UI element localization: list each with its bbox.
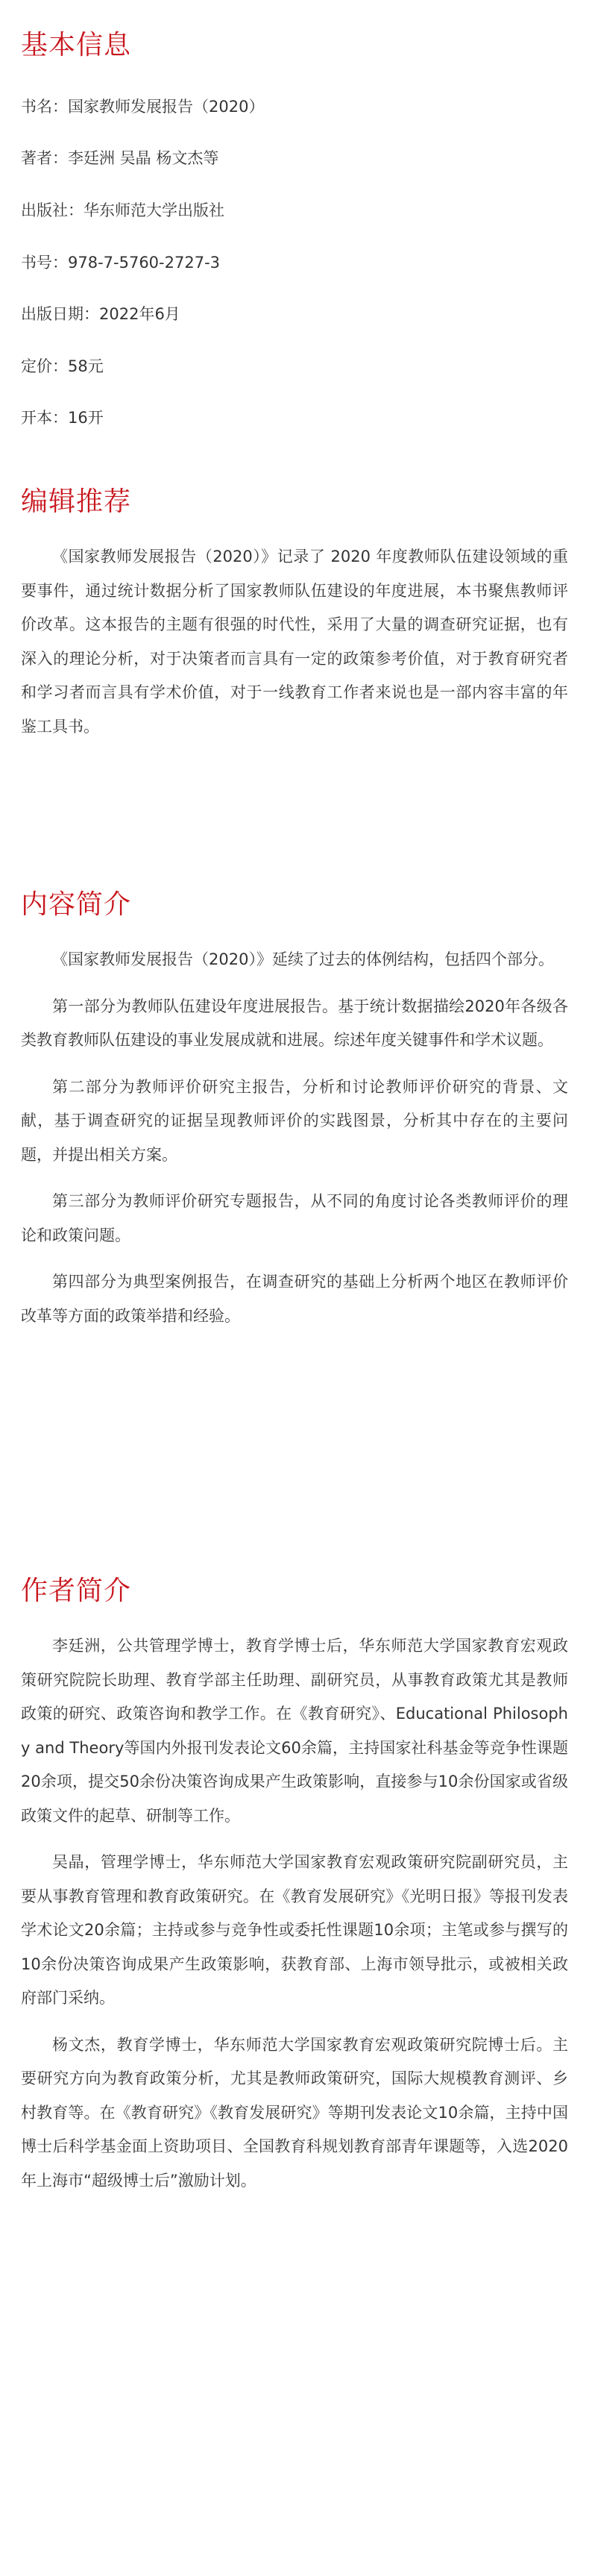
content-intro-paragraph: 第三部分为教师评价研究专题报告，从不同的角度讨论各类教师评价的理论和政策问题。	[21, 1192, 568, 1244]
content-intro-paragraph: 第二部分为教师评价研究主报告，分析和讨论教师评价研究的背景、文献，基于调查研究的证据呈现教师评价的实践图景，分析其中存在的主要问题，并提出相关方案。	[21, 1077, 568, 1164]
content-intro-paragraph: 《国家教师发展报告（2020）》延续了过去的体例结构，包括四个部分。	[52, 950, 554, 968]
content-intro-paragraph: 第四部分为典型案例报告，在调查研究的基础上分析两个地区在教师评价改革等方面的政策举措和经验。	[21, 1273, 568, 1325]
author-bio-paragraph: 吴晶，管理学博士，华东师范大学国家教育宏观政策研究院副研究员，主要从事教育管理和教育政策研究。在《教育发展研究》《光明日报》等报刊发表学术论文20余篇；主持或参与竞争性或委托性课题10余项；主笔或参与撰写的10余份决策咨询成果产生政策影响，获教育部、上海市领导批示，或被相关政府部门采纳。	[21, 1853, 568, 2007]
book-title-info: 书名：国家教师发展报告（2020）	[21, 98, 265, 116]
authors-info: 著者：李廷洲 吴晶 杨文杰等	[21, 149, 219, 167]
editor-recommend-paragraph: 《国家教师发展报告（2020）》记录了 2020 年度教师队伍建设领域的重要事件，通过统计数据分析了国家教师队伍建设的年度进展，本书聚焦教师评价改革。这本报告的主题有很强的时代性，采用了大量的调查研究证据，也有深入的理论分析，对于决策者而言具有一定的政策参考价值，对于教育研究者和学习者而言具有学术价值，对于一线教育工作者来说也是一部内容丰富的年鉴工具书。	[21, 548, 568, 736]
content-intro-section	[21, 888, 568, 1333]
content-intro-heading: 内容简介	[21, 889, 132, 920]
author-bio-paragraph: 杨文杰，教育学博士，华东师范大学国家教育宏观政策研究院博士后。主要研究方向为教育政策分析，尤其是教师政策研究，国际大规模教育测评、乡村教育等。在《教育研究》《教育发展研究》等期刊发表论文10余篇，主持中国博士后科学基金面上资助项目、全国教育科规划教育部青年课题等，入选2020年上海市“超级博士后”激励计划。	[21, 2035, 568, 2190]
editor-recommend-section	[21, 485, 568, 744]
publish-date-info: 出版日期：2022年6月	[21, 305, 180, 323]
basic-info-heading: 基本信息	[21, 30, 132, 60]
basic-info-section	[21, 28, 568, 431]
editor-recommend-heading: 编辑推荐	[21, 486, 132, 517]
price-info: 定价：58元	[21, 357, 104, 375]
author-intro-section	[21, 1574, 568, 2198]
author-intro-heading: 作者简介	[21, 1576, 132, 1606]
author-bio-paragraph: 李廷洲，公共管理学博士，教育学博士后，华东师范大学国家教育宏观政策研究院院长助理、教育学部主任助理、副研究员，从事教育政策尤其是教师政策的研究、政策咨询和教学工作。在《教育研究》、Educational Philosophy and Theory等国内外报刊发表论文60余篇，主持国家社科基金等竞争性课题20余项，提交50余份决策咨询成果产生政策影响，直接参与10余份国家或省级政策文件的起草、研制等工作。	[21, 1637, 568, 1825]
isbn-info: 书号：978-7-5760-2727-3	[21, 254, 221, 272]
content-intro-paragraph: 第一部分为教师队伍建设年度进展报告。基于统计数据描绘2020年各级各类教育教师队伍建设的事业发展成就和进展。综述年度关键事件和学术议题。	[21, 997, 568, 1049]
publisher-info: 出版社：华东师范大学出版社	[21, 201, 224, 219]
format-info: 开本：16开	[21, 409, 104, 427]
